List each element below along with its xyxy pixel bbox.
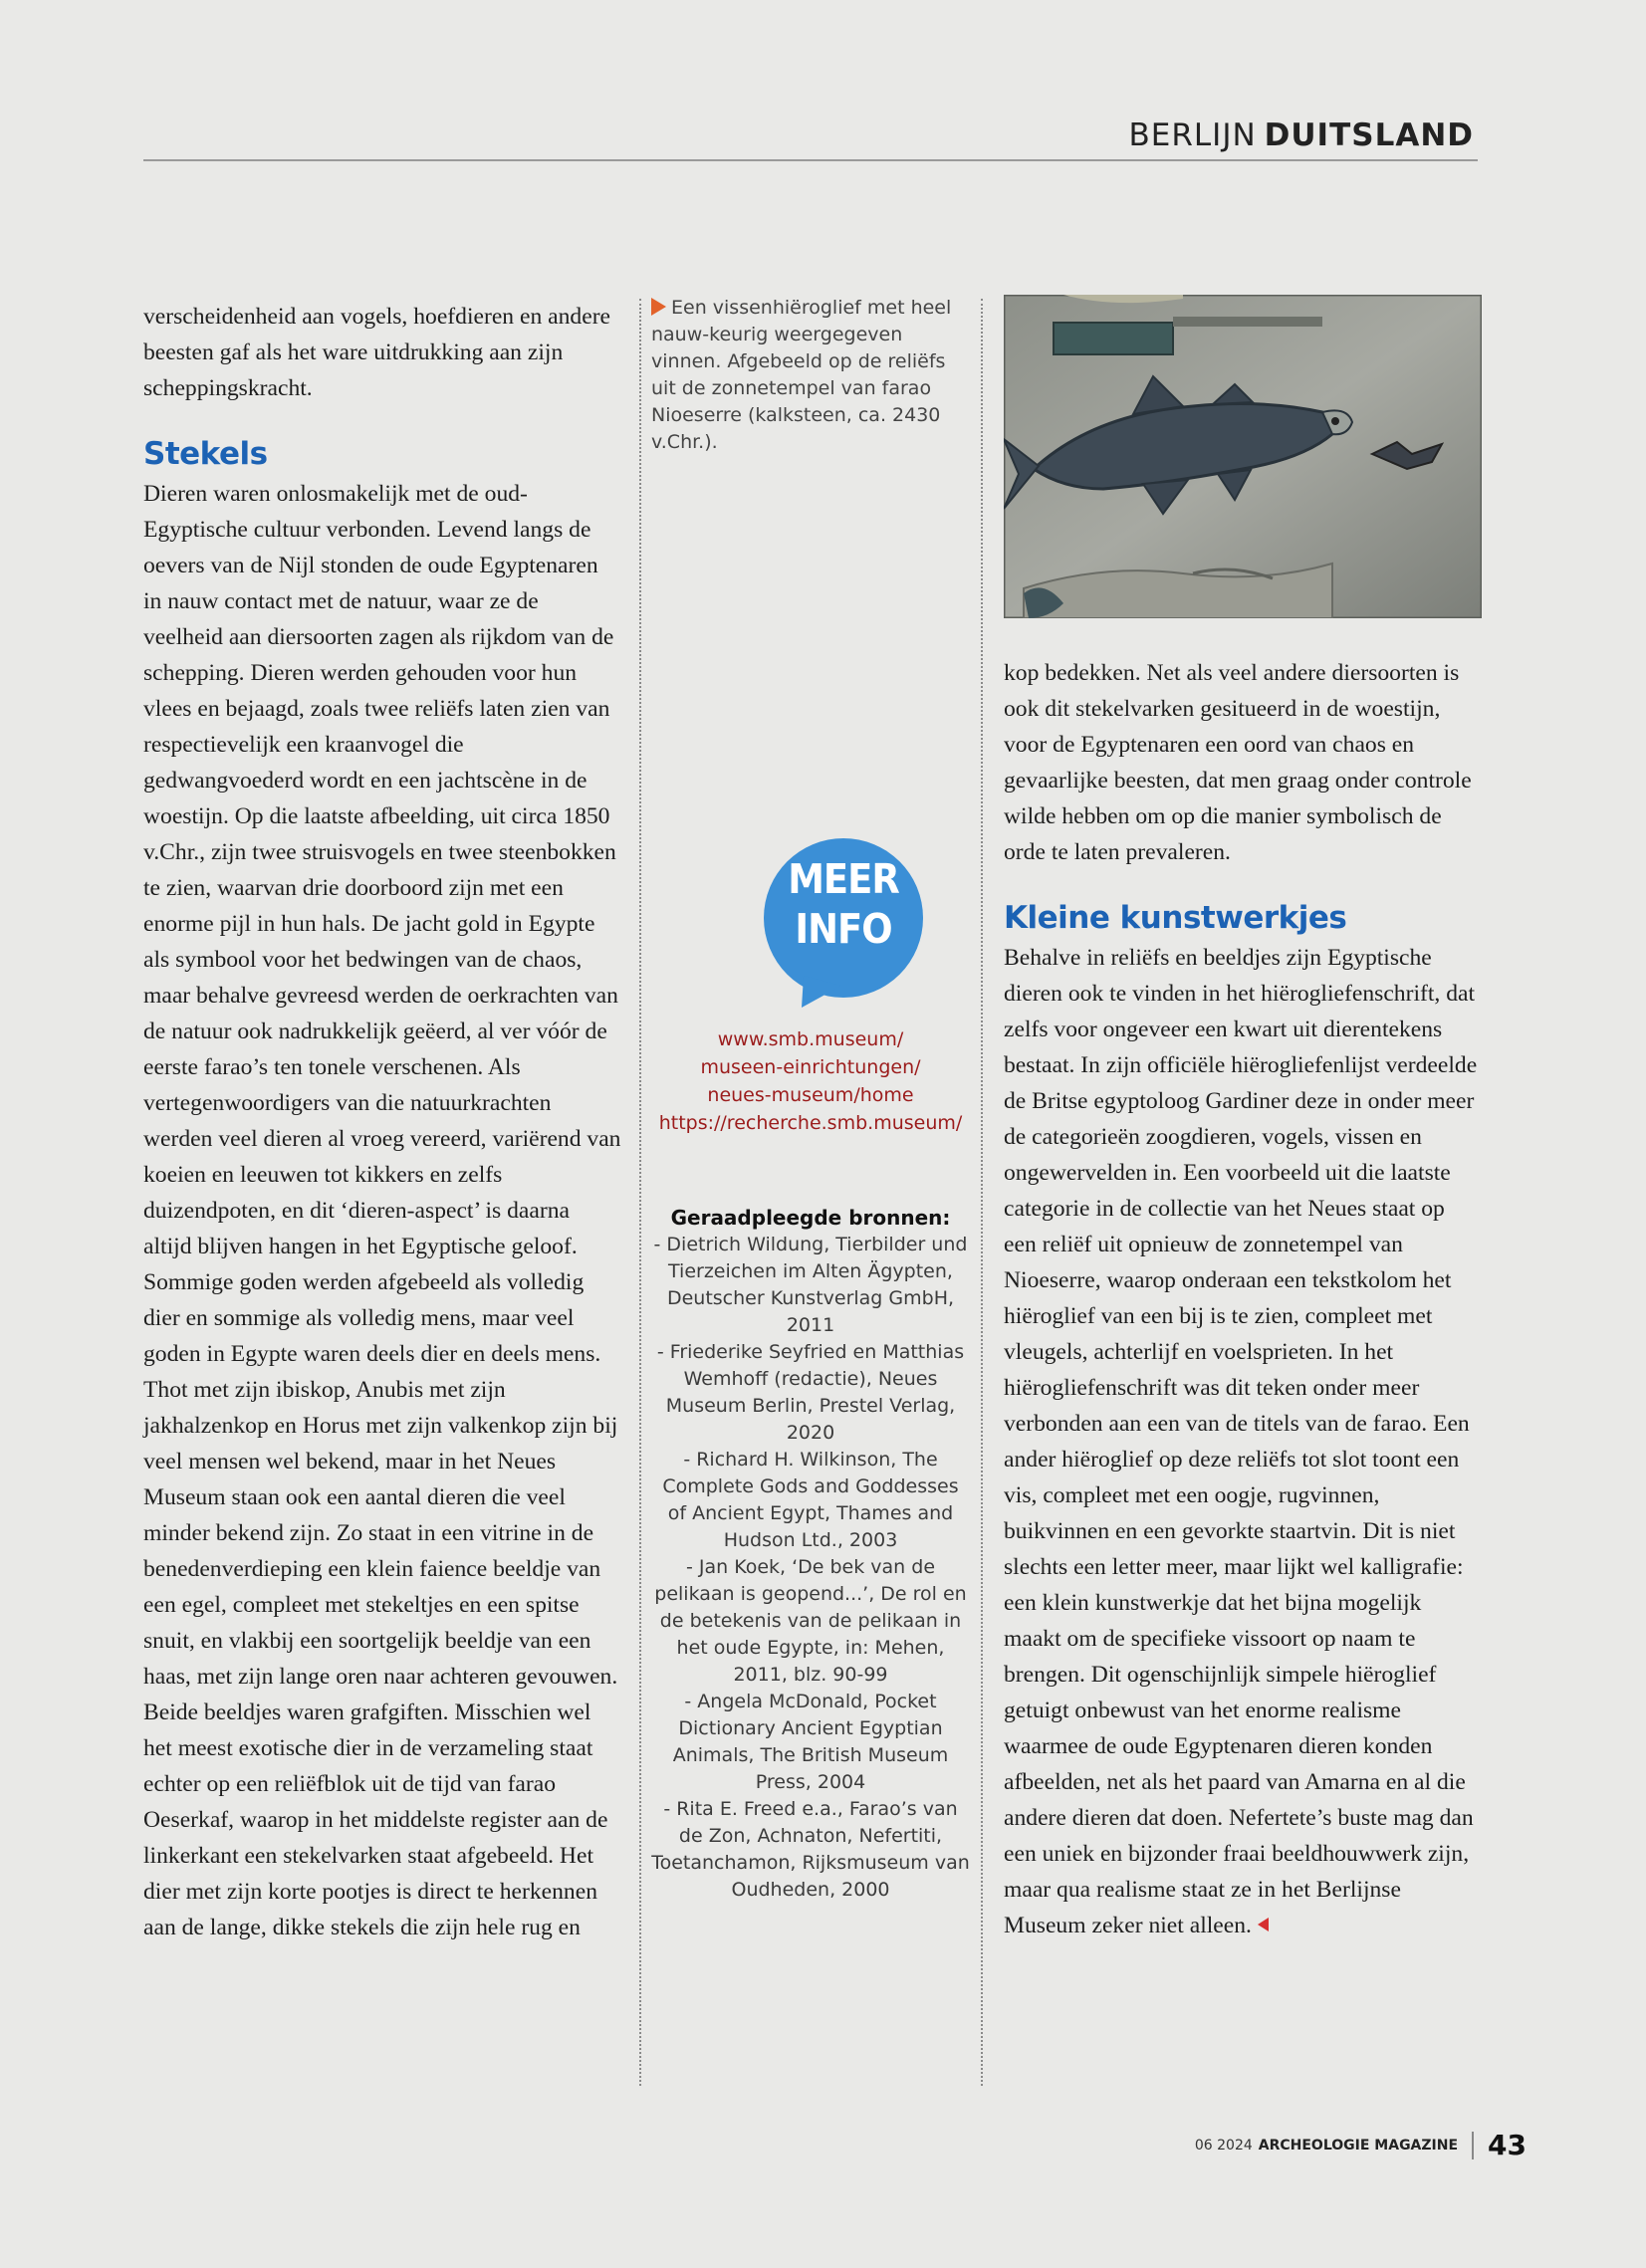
- meer-info-text: [762, 854, 925, 954]
- column-divider-left: [639, 299, 641, 2086]
- image-caption: [651, 295, 970, 456]
- footer-magazine: ARCHEOLOGIE MAGAZINE: [1258, 2137, 1459, 2154]
- left-paragraph-1: Dieren waren onlosmakelijk met de oud-Egyptische cultuur verbonden. Levend langs de oevers van de Nijl stonden de oude Egyptenaren in nauw contact met de natuur, waar ze de veelheid aan diersoorten zagen als rijkdom van de schepping. Dieren werden gehouden voor hun vlees en bejaagd, zoals twee reliëfs laten zien van respectievelijk een kraanvogel die gedwangvoederd wordt en een jachtscène in de woestijn. Op die laatste afbeelding, uit circa 1850 v.Chr., zijn twee struisvogels en twee steenbokken te zien, waarvan drie doorboord zijn met een enorme pijl in hun hals. De jacht gold in Egypte als symbool voor het bedwingen van de chaos, maar behalve gevreesd werden de oerkrachten van de natuur ook nadrukkelijk geëerd, al ver vóór de eerste farao’s ten tonele verschenen. Als vertegenwoordigers van die natuurkrachten werden veel dieren al vroeg vereerd, variërend van koeien en leeuwen tot kikkers en zelfs duizendpoten, en dit ‘dieren-aspect’ is daarna altijd blijven hangen in het Egyptische geloof.: [143, 481, 621, 1259]
- caption-arrow-icon: [651, 298, 666, 316]
- source-item: - Friederike Seyfried en Matthias Wemhoff (redactie), Neues Museum Berlin, Prestel Verlag, 2020: [656, 1341, 965, 1444]
- caption-text: Een vissenhiëroglief met heel nauw-keurig weergegeven vinnen. Afgebeeld op de reliëfs uit de zonnetempel van farao Nioeserre (kalksteen, ca. 2430 v.Chr.).: [651, 297, 952, 453]
- header-country: DUITSLAND: [1264, 117, 1474, 153]
- header-rule: [143, 159, 1478, 161]
- link-recherche[interactable]: https://recherche.smb.museum/: [658, 1112, 963, 1134]
- meer-info-line2: INFO: [795, 905, 892, 953]
- source-item: - Angela McDonald, Pocket Dictionary Ancient Egyptian Animals, The British Museum Press, 2004: [672, 1691, 949, 1793]
- page-number: 43: [1488, 2129, 1527, 2161]
- source-item: - Dietrich Wildung, Tierbilder und Tierzeichen im Alten Ägypten, Deutscher Kunstverlag GmbH, 2011: [653, 1234, 968, 1336]
- end-mark-icon: [1258, 1918, 1269, 1931]
- source-item: - Richard H. Wilkinson, The Complete Gods and Goddesses of Ancient Egypt, Thames and Hudson Ltd., 2003: [662, 1449, 959, 1551]
- fish-hieroglyph-photo: [1004, 295, 1482, 618]
- meer-info-badge: [762, 836, 931, 1011]
- header-city: BERLIJN: [1128, 117, 1257, 153]
- source-item: - Jan Koek, ‘De bek van de pelikaan is geopend...’, De rol en de betekenis van de pelikaan in het oude Egypte, in: Mehen, 2011, blz. 90-99: [654, 1556, 967, 1686]
- link-smb-3[interactable]: neues-museum/home: [707, 1084, 914, 1106]
- left-paragraph-2: Sommige goden werden afgebeeld als volledig dier en sommige als volledig mens, maar veel goden in Egypte waren deels dier en deels mens. Thot met zijn ibiskop, Anubis met zijn jakhalzenkop en Horus met zijn valkenkop zijn bij veel mensen wel bekend, maar in het Neues Museum staan ook een aantal dieren die veel minder bekend zijn. Zo staat in een vitrine in de benedenverdieping een klein faience beeldje van een egel, compleet met stekeltjes en een spitse snuit, en vlakbij een soortgelijk beeldje van een haas, met zijn lange oren naar achteren gevouwen. Beide beeldjes waren grafgiften. Misschien wel het meest exotische dier in de verzameling staat echter op een reliëfblok uit de tijd van farao Oeserkaf, waarop in het middelste register aan de linkerkant een stekelvarken staat afgebeeld. Het dier met zijn korte pootjes is direct te herkennen aan de lange, dikke stekels die zijn hele rug en: [143, 1269, 618, 1940]
- right-paragraph: [1004, 940, 1482, 1943]
- right-column: [1004, 655, 1482, 1943]
- section-header: [1129, 117, 1474, 153]
- footer-separator: [1472, 2132, 1474, 2159]
- fish-relief-image: [1004, 295, 1482, 618]
- right-intro: kop bedekken. Net als veel andere diersoorten is ook dit stekelvarken gesitueerd in de woestijn, voor de Egyptenaren een oord van chaos en gevaarlijke beesten, dat men graag onder controle wilde hebben om op die manier symbolisch de orde te laten prevaleren.: [1004, 660, 1472, 865]
- footer-issue: 06 2024: [1194, 2137, 1253, 2154]
- info-links: [651, 1025, 970, 1137]
- left-intro: verscheidenheid aan vogels, hoefdieren en andere beesten gaf als het ware uitdrukking aan zijn scheppingskracht.: [143, 304, 611, 401]
- page-footer: [1195, 2129, 1527, 2161]
- right-paragraph-text: Behalve in reliëfs en beeldjes zijn Egyptische dieren ook te vinden in het hiërogliefenschrift, dat zelfs voor ongeveer een kwart uit dierentekens bestaat. In zijn officiële hiërogliefenlijst verdeelde de Britse egyptoloog Gardiner deze in onder meer de categorieën zoogdieren, vogels, vissen en ongewervelden in. Een voorbeeld uit die laatste categorie in de collectie van het Neues staat op een reliëf uit opnieuw de zonnetempel van Nioeserre, waarop onderaan een tekstkolom het hiëroglief van een bij is te zien, compleet met vleugels, achterlijf en voelsprieten. In het hiërogliefenschrift was dit teken onder meer verbonden aan een van de titels van de farao. Een ander hiëroglief op deze reliëfs tot slot toont een vis, compleet met een oogje, rugvinnen, buikvinnen en een gevorkte staartvin. Dit is niet slechts een letter meer, maar lijkt wel kalligrafie: een klein kunstwerkje dat het bijna mogelijk maakt om de specifieke vissoort op naam te brengen. Dit ogenschijnlijk simpele hiëroglief getuigt onbewust van het enorme realisme waarmee de oude Egyptenaren dieren konden afbeelden, net als het paard van Amarna en al die andere dieren dat doen. Nefertete’s buste mag dan een uniek en bijzonder fraai beeldhouwwerk zijn, maar qua realisme staat ze in het Berlijnse Museum zeker niet alleen.: [1004, 945, 1478, 1938]
- link-smb-1[interactable]: www.smb.museum/: [717, 1028, 904, 1050]
- source-item: - Rita E. Freed e.a., Farao’s van de Zon, Achnaton, Nefertiti, Toetanchamon, Rijksmuseum van Oudheden, 2000: [651, 1798, 970, 1901]
- link-smb-2[interactable]: museen-einrichtungen/: [700, 1056, 921, 1078]
- heading-stekels: Stekels: [143, 436, 268, 472]
- sources-block: [651, 1205, 970, 1904]
- meer-info-line1: MEER: [788, 855, 899, 903]
- sources-title: Geraadpleegde bronnen:: [670, 1206, 951, 1230]
- heading-kleine-kunstwerkjes: Kleine kunstwerkjes: [1004, 900, 1347, 936]
- left-column: [143, 299, 621, 1945]
- column-divider-right: [981, 299, 983, 2086]
